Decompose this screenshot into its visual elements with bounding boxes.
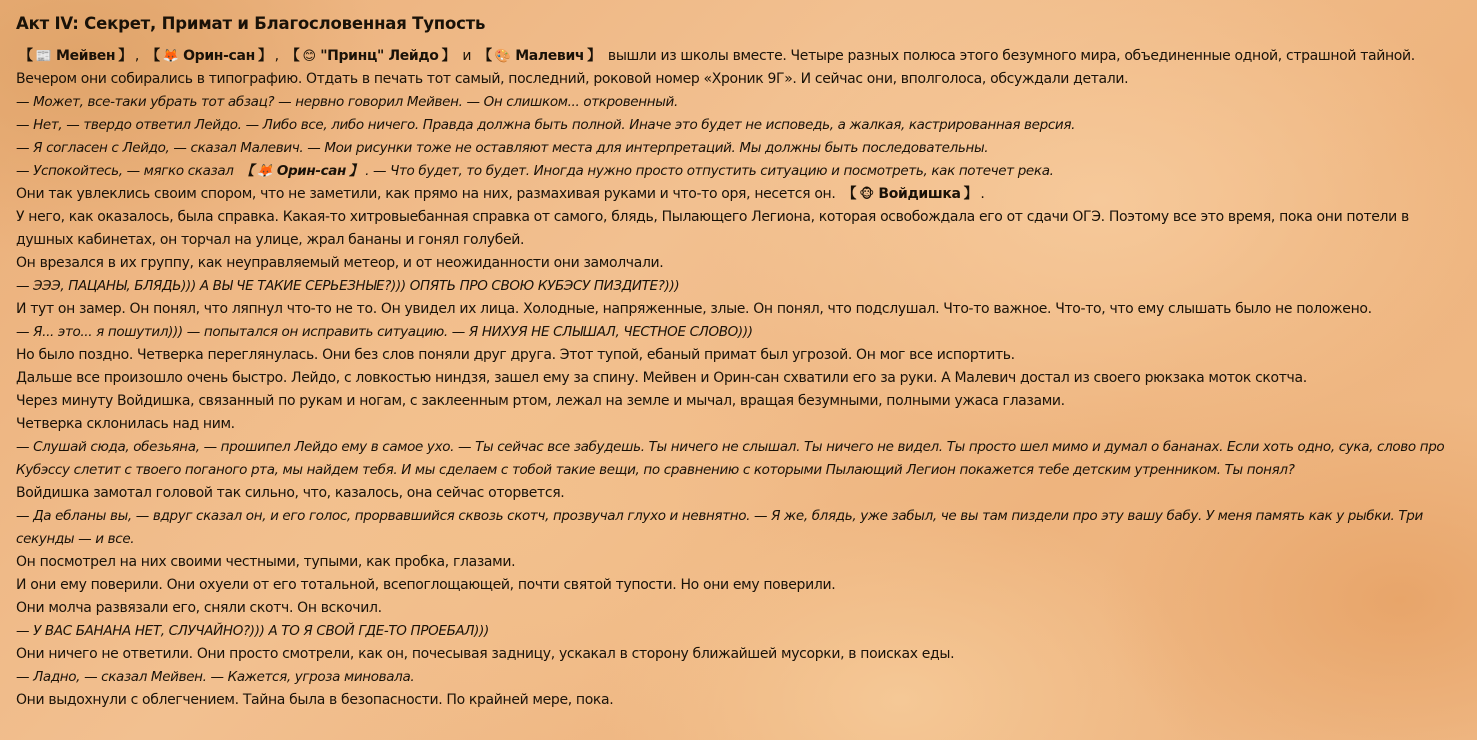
dialogue-line	[16, 275, 1456, 298]
text-segment: — ЭЭЭ, ПАЦАНЫ, БЛЯДЬ))) А ВЫ ЧЕ ТАКИЕ СЕРЬЕЗНЫЕ?))) ОПЯТЬ ПРО СВОЮ КУБЭСУ ПИЗДИТЕ?)))	[16, 278, 680, 294]
dialogue-line	[16, 505, 1456, 551]
text-segment: — У ВАС БАНАНА НЕТ, СЛУЧАЙНО?))) А ТО Я СВОЙ ГДЕ-ТО ПРОЕБАЛ)))	[16, 623, 489, 639]
bracket-close: 】	[257, 48, 272, 64]
dialogue-line	[16, 91, 1456, 114]
mention-name: Малевич	[515, 48, 585, 64]
text-segment: — Я... это... я пошутил))) — попытался он исправить ситуацию. — Я НИХУЯ НЕ СЛЫШАЛ, ЧЕСТНОЕ СЛОВО)))	[16, 324, 753, 340]
paragraph	[16, 597, 1456, 620]
mention-name: Орин-сан	[183, 48, 255, 64]
text-segment: Он посмотрел на них своими честными, тупыми, как пробка, глазами.	[16, 554, 516, 570]
dialogue-line	[16, 620, 1456, 643]
paragraph	[16, 689, 1456, 712]
text-segment: Они ничего не ответили. Они просто смотрели, как он, почесывая задницу, ускакал в сторону ближайшей мусорки, в поисках еды.	[16, 646, 955, 662]
text-segment: Дальше все произошло очень быстро. Лейдо, с ловкостью ниндзя, зашел ему за спину. Мейвен и Орин-сан схватили его за руки. А Малевич достал из своего рюкзака моток скотча.	[16, 370, 1307, 386]
bracket-close: 】	[441, 48, 456, 64]
text-segment: Четверка склонилась над ним.	[16, 416, 235, 432]
text-segment: Но было поздно. Четверка переглянулась. Они без слов поняли друг друга. Этот тупой, ебаный примат был угрозой. Он мог все испортить.	[16, 347, 1015, 363]
bracket-open: 【	[478, 48, 492, 64]
text-segment: Они так увлеклись своим спором, что не заметили, как прямо на них, размахивая руками и что-то оря, несется он.	[16, 186, 840, 202]
text-segment: И тут он замер. Он понял, что ляпнул что-то не то. Он увидел их лица. Холодные, напряженные, злые. Он понял, что подслушал. Что-то важное. Что-то, что ему слышать было не положено.	[16, 301, 1372, 317]
fox-icon: 🦊	[162, 49, 179, 64]
dialogue-line	[16, 160, 1456, 183]
paragraph	[16, 344, 1456, 367]
mention-orin[interactable]	[237, 163, 365, 179]
palette-icon: 🎨	[494, 49, 511, 64]
paragraph	[16, 390, 1456, 413]
text-segment: — Ладно, — сказал Мейвен. — Кажется, угроза миновала.	[16, 669, 415, 685]
smiley-icon: 😊	[302, 49, 316, 64]
text-segment: вышли из школы вместе. Четыре разных полюса этого безумного мира, объединенные одной, страшной тайной. Вечером они собирались в типографию. Отдать в печать тот самый, последний, роковой номер «Хроник 9Г». И сейчас они, вполголоса, обсуждали детали.	[16, 48, 1415, 87]
text-segment: И они ему поверили. Они охуели от его тотальной, всепоглощающей, почти святой тупости. Но они ему поверили.	[16, 577, 836, 593]
text-segment: ,	[134, 48, 144, 64]
bracket-open: 【	[146, 48, 160, 64]
paragraph	[16, 252, 1456, 275]
paragraph	[16, 643, 1456, 666]
dialogue-line	[16, 666, 1456, 689]
mention-malevich[interactable]	[475, 48, 604, 64]
mention-orin[interactable]	[143, 48, 275, 64]
monkey-icon: 🐵	[859, 187, 874, 202]
text-segment: .	[980, 186, 985, 202]
fox-icon: 🦊	[256, 164, 273, 179]
paragraph	[16, 298, 1456, 321]
mention-leido[interactable]	[283, 48, 458, 64]
chapter-title: Акт IV: Секрет, Примат и Благословенная Тупость	[16, 14, 486, 33]
text-segment: — Слушай сюда, обезьяна, — прошипел Лейдо ему в самое ухо. — Ты сейчас все забудешь. Ты ничего не слышал. Ты ничего не видел. Ты просто шел мимо и думал о бананах. Если хоть одно, сука, слово про Кубэссу слетит с твоего поганого рта, мы найдем тебя. И мы сделаем с тобой такие вещи, по сравнению с которыми Пылающий Легион покажется тебе детским утренником. Ты понял?	[16, 439, 1445, 478]
paragraph	[16, 367, 1456, 390]
bracket-close: 】	[587, 48, 601, 64]
mention-name: "Принц" Лейдо	[320, 48, 439, 64]
mention-name: Орин-сан	[276, 163, 346, 179]
text-segment: — Успокойтесь, — мягко сказал	[16, 163, 238, 179]
text-segment: — Да ебланы вы, — вдруг сказал он, и его голос, прорвавшийся сквозь скотч, прозвучал глухо и невнятно. — Я же, блядь, уже забыл, че вы там пиздели про эту вашу бабу. У меня память как у рыбки. Три секунды — и все.	[16, 508, 1423, 547]
dialogue-line	[16, 114, 1456, 137]
dialogue-line	[16, 321, 1456, 344]
bracket-open: 【	[842, 186, 857, 202]
text-segment: Войдишка замотал головой так сильно, что, казалось, она сейчас оторвется.	[16, 485, 565, 501]
bracket-close: 】	[963, 186, 978, 202]
text-segment: ,	[274, 48, 283, 64]
newspaper-icon: 📰	[35, 49, 52, 64]
text-segment: — Может, все-таки убрать тот абзац? — нервно говорил Мейвен. — Он слишком... откровенный.	[16, 94, 678, 110]
chapter-body	[16, 45, 1456, 712]
text-segment: Они молча развязали его, сняли скотч. Он вскочил.	[16, 600, 382, 616]
mention-name: Мейвен	[56, 48, 116, 64]
text-segment: — Нет, — твердо ответил Лейдо. — Либо все, либо ничего. Правда должна быть полной. Иначе это будет не исповедь, а жалкая, кастрированная версия.	[16, 117, 1076, 133]
paragraph	[16, 206, 1456, 252]
text-segment: Они выдохнули с облегчением. Тайна была в безопасности. По крайней мере, пока.	[16, 692, 614, 708]
paragraph	[16, 551, 1456, 574]
text-segment: Через минуту Войдишка, связанный по рукам и ногам, с заклеенным ртом, лежал на земле и мычал, вращая безумными, полными ужаса глазами.	[16, 393, 1065, 409]
bracket-close: 】	[349, 163, 363, 179]
text-segment: . — Что будет, то будет. Иногда нужно просто отпустить ситуацию и посмотреть, как потечет река.	[365, 163, 1054, 179]
mention-name: Войдишка	[878, 186, 961, 202]
text-segment: Он врезался в их группу, как неуправляемый метеор, и от неожиданности они замолчали.	[16, 255, 664, 271]
paragraph	[16, 183, 1456, 206]
text-segment: У него, как оказалось, была справка. Какая-то хитровыебанная справка от самого, блядь, Пылающего Легиона, которая освобождала его от сдачи ОГЭ. Поэтому все это время, пока они потели в душных кабинетах, он торчал на улице, жрал бананы и гонял голубей.	[16, 209, 1409, 248]
mention-voidishka[interactable]	[840, 186, 981, 202]
bracket-close: 】	[118, 48, 132, 64]
mention-meiven[interactable]	[16, 48, 135, 64]
bracket-open: 【	[19, 48, 33, 64]
paragraph	[16, 45, 1456, 91]
paragraph	[16, 482, 1456, 505]
bracket-open: 【	[240, 163, 254, 179]
text-segment: и	[458, 48, 476, 64]
paragraph	[16, 574, 1456, 597]
dialogue-line	[16, 436, 1456, 482]
dialogue-line	[16, 137, 1456, 160]
text-segment: — Я согласен с Лейдо, — сказал Малевич. — Мои рисунки тоже не оставляют места для интерпретаций. Мы должны быть последовательны.	[16, 140, 989, 156]
bracket-open: 【	[285, 48, 300, 64]
paragraph	[16, 413, 1456, 436]
